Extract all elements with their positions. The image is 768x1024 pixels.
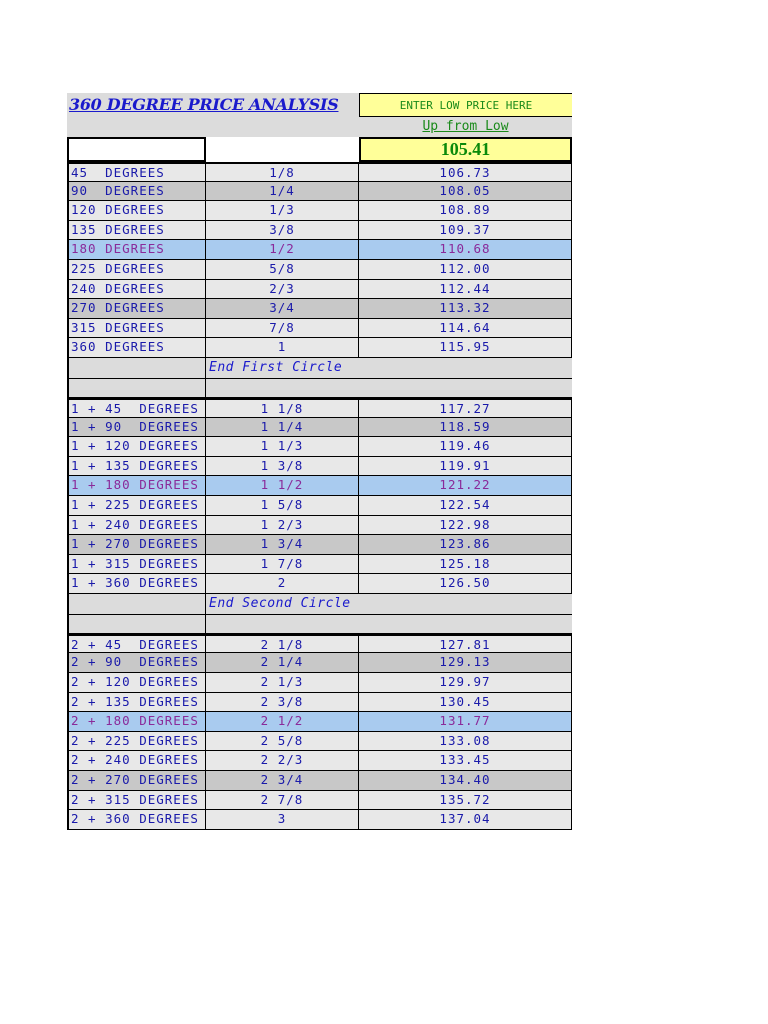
degree-label: 2 + 90 DEGREES xyxy=(67,653,206,672)
degree-label: 1 + 90 DEGREES xyxy=(67,418,206,437)
price-value: 119.46 xyxy=(359,437,572,456)
degree-label: 225 DEGREES xyxy=(67,260,206,279)
degree-label: 2 + 270 DEGREES xyxy=(67,771,206,790)
table-row[interactable] xyxy=(67,810,572,830)
table-row[interactable] xyxy=(67,260,572,280)
fraction-value: 3 xyxy=(206,810,359,829)
degree-label: 1 + 315 DEGREES xyxy=(67,555,206,574)
input-left-cell[interactable] xyxy=(67,137,206,162)
table-row[interactable] xyxy=(67,516,572,536)
table-row[interactable] xyxy=(67,221,572,241)
fraction-value: 1 2/3 xyxy=(206,516,359,535)
table-row[interactable] xyxy=(67,457,572,477)
fraction-value: 1/4 xyxy=(206,182,359,201)
table-row[interactable] xyxy=(67,751,572,771)
fraction-value: 1/3 xyxy=(206,201,359,220)
price-value: 106.73 xyxy=(359,164,572,181)
table-row[interactable] xyxy=(67,653,572,673)
table-row[interactable] xyxy=(67,319,572,339)
fraction-value: 3/4 xyxy=(206,299,359,318)
degree-label: 1 + 225 DEGREES xyxy=(67,496,206,515)
degree-table xyxy=(67,162,572,830)
table-row[interactable] xyxy=(67,201,572,221)
price-value: 133.45 xyxy=(359,751,572,770)
price-value: 114.64 xyxy=(359,319,572,338)
degree-label: 2 + 45 DEGREES xyxy=(67,636,206,653)
fraction-value: 2 1/3 xyxy=(206,673,359,692)
fraction-value: 1 1/3 xyxy=(206,437,359,456)
sheet-title: 360 DEGREE PRICE ANALYSIS xyxy=(69,95,339,114)
degree-label: 180 DEGREES xyxy=(67,240,206,259)
fraction-value: 1 3/8 xyxy=(206,457,359,476)
price-value: 123.86 xyxy=(359,535,572,554)
degree-label: 1 + 270 DEGREES xyxy=(67,535,206,554)
price-value: 122.98 xyxy=(359,516,572,535)
table-row[interactable] xyxy=(67,299,572,319)
price-value: 108.05 xyxy=(359,182,572,201)
price-value: 108.89 xyxy=(359,201,572,220)
price-value: 118.59 xyxy=(359,418,572,437)
degree-label: 90 DEGREES xyxy=(67,182,206,201)
degree-label: 2 + 315 DEGREES xyxy=(67,791,206,810)
price-value: 122.54 xyxy=(359,496,572,515)
price-value: 109.37 xyxy=(359,221,572,240)
fraction-value: 2 2/3 xyxy=(206,751,359,770)
table-row[interactable] xyxy=(67,673,572,693)
degree-label: 1 + 120 DEGREES xyxy=(67,437,206,456)
table-row[interactable] xyxy=(67,476,572,496)
table-row[interactable] xyxy=(67,437,572,457)
fraction-value: 2 7/8 xyxy=(206,791,359,810)
price-analysis-sheet xyxy=(67,93,572,830)
fraction-value: 1 1/8 xyxy=(206,400,359,417)
price-value: 135.72 xyxy=(359,791,572,810)
price-value: 131.77 xyxy=(359,712,572,731)
fraction-value: 5/8 xyxy=(206,260,359,279)
degree-label: 120 DEGREES xyxy=(67,201,206,220)
separator-cell xyxy=(67,379,206,397)
table-row[interactable] xyxy=(67,712,572,732)
table-row[interactable] xyxy=(67,496,572,516)
degree-label: 2 + 240 DEGREES xyxy=(67,751,206,770)
price-value: 112.00 xyxy=(359,260,572,279)
degree-label: 1 + 360 DEGREES xyxy=(67,574,206,593)
blank-row xyxy=(67,378,572,398)
fraction-value: 2 5/8 xyxy=(206,732,359,751)
degree-label: 360 DEGREES xyxy=(67,338,206,357)
direction-label: Up from Low xyxy=(422,119,509,134)
price-value: 127.81 xyxy=(359,636,572,653)
degree-label: 1 + 180 DEGREES xyxy=(67,476,206,495)
table-row[interactable] xyxy=(67,732,572,752)
price-value: 133.08 xyxy=(359,732,572,751)
table-row[interactable] xyxy=(67,634,572,654)
low-price-input[interactable]: 105.41 xyxy=(359,137,572,162)
fraction-value: 1 7/8 xyxy=(206,555,359,574)
price-value: 112.44 xyxy=(359,280,572,299)
price-value: 129.97 xyxy=(359,673,572,692)
fraction-value: 1 1/2 xyxy=(206,476,359,495)
degree-label: 1 + 240 DEGREES xyxy=(67,516,206,535)
degree-label: 1 + 135 DEGREES xyxy=(67,457,206,476)
price-value: 137.04 xyxy=(359,810,572,829)
fraction-value: 7/8 xyxy=(206,319,359,338)
circle-end-label: End Second Circle xyxy=(209,595,351,611)
table-row[interactable] xyxy=(67,240,572,260)
table-row[interactable] xyxy=(67,791,572,811)
fraction-value: 1 xyxy=(206,338,359,357)
fraction-value: 2 1/2 xyxy=(206,712,359,731)
fraction-value: 2 3/8 xyxy=(206,693,359,712)
degree-label: 2 + 135 DEGREES xyxy=(67,693,206,712)
fraction-value: 2/3 xyxy=(206,280,359,299)
price-value: 110.68 xyxy=(359,240,572,259)
price-value: 115.95 xyxy=(359,338,572,357)
fraction-value: 2 1/4 xyxy=(206,653,359,672)
blank-row xyxy=(67,614,572,634)
circle-end-row xyxy=(67,358,572,378)
circle-end-row xyxy=(67,594,572,614)
degree-label: 315 DEGREES xyxy=(67,319,206,338)
price-value: 125.18 xyxy=(359,555,572,574)
table-row[interactable] xyxy=(67,398,572,418)
degree-label: 45 DEGREES xyxy=(67,164,206,181)
price-value: 113.32 xyxy=(359,299,572,318)
degree-label: 2 + 225 DEGREES xyxy=(67,732,206,751)
fraction-value: 3/8 xyxy=(206,221,359,240)
degree-label: 240 DEGREES xyxy=(67,280,206,299)
table-row[interactable] xyxy=(67,574,572,594)
input-row xyxy=(67,137,572,162)
degree-label: 2 + 180 DEGREES xyxy=(67,712,206,731)
table-row[interactable] xyxy=(67,280,572,300)
table-row[interactable] xyxy=(67,338,572,358)
fraction-value: 1 5/8 xyxy=(206,496,359,515)
fraction-value: 1 1/4 xyxy=(206,418,359,437)
fraction-value: 2 1/8 xyxy=(206,636,359,653)
separator-cell xyxy=(67,615,206,633)
separator-cell xyxy=(67,358,206,378)
price-value: 129.13 xyxy=(359,653,572,672)
table-row[interactable] xyxy=(67,771,572,791)
fraction-value: 1/8 xyxy=(206,164,359,181)
degree-label: 1 + 45 DEGREES xyxy=(67,400,206,417)
degree-label: 270 DEGREES xyxy=(67,299,206,318)
table-row[interactable] xyxy=(67,162,572,182)
price-value: 119.91 xyxy=(359,457,572,476)
degree-label: 135 DEGREES xyxy=(67,221,206,240)
price-value: 121.22 xyxy=(359,476,572,495)
price-value: 117.27 xyxy=(359,400,572,417)
fraction-value: 1 3/4 xyxy=(206,535,359,554)
separator-cell xyxy=(67,594,206,614)
header-row xyxy=(67,93,572,137)
price-value: 130.45 xyxy=(359,693,572,712)
fraction-value: 1/2 xyxy=(206,240,359,259)
table-row[interactable] xyxy=(67,535,572,555)
price-value: 126.50 xyxy=(359,574,572,593)
fraction-value: 2 xyxy=(206,574,359,593)
table-row[interactable] xyxy=(67,693,572,713)
table-row[interactable] xyxy=(67,418,572,438)
price-value: 134.40 xyxy=(359,771,572,790)
degree-label: 2 + 360 DEGREES xyxy=(67,810,206,829)
circle-end-label: End First Circle xyxy=(209,359,343,375)
table-row[interactable] xyxy=(67,555,572,575)
enter-low-price-label: ENTER LOW PRICE HERE xyxy=(359,93,572,117)
fraction-value: 2 3/4 xyxy=(206,771,359,790)
degree-label: 2 + 120 DEGREES xyxy=(67,673,206,692)
table-row[interactable] xyxy=(67,182,572,202)
